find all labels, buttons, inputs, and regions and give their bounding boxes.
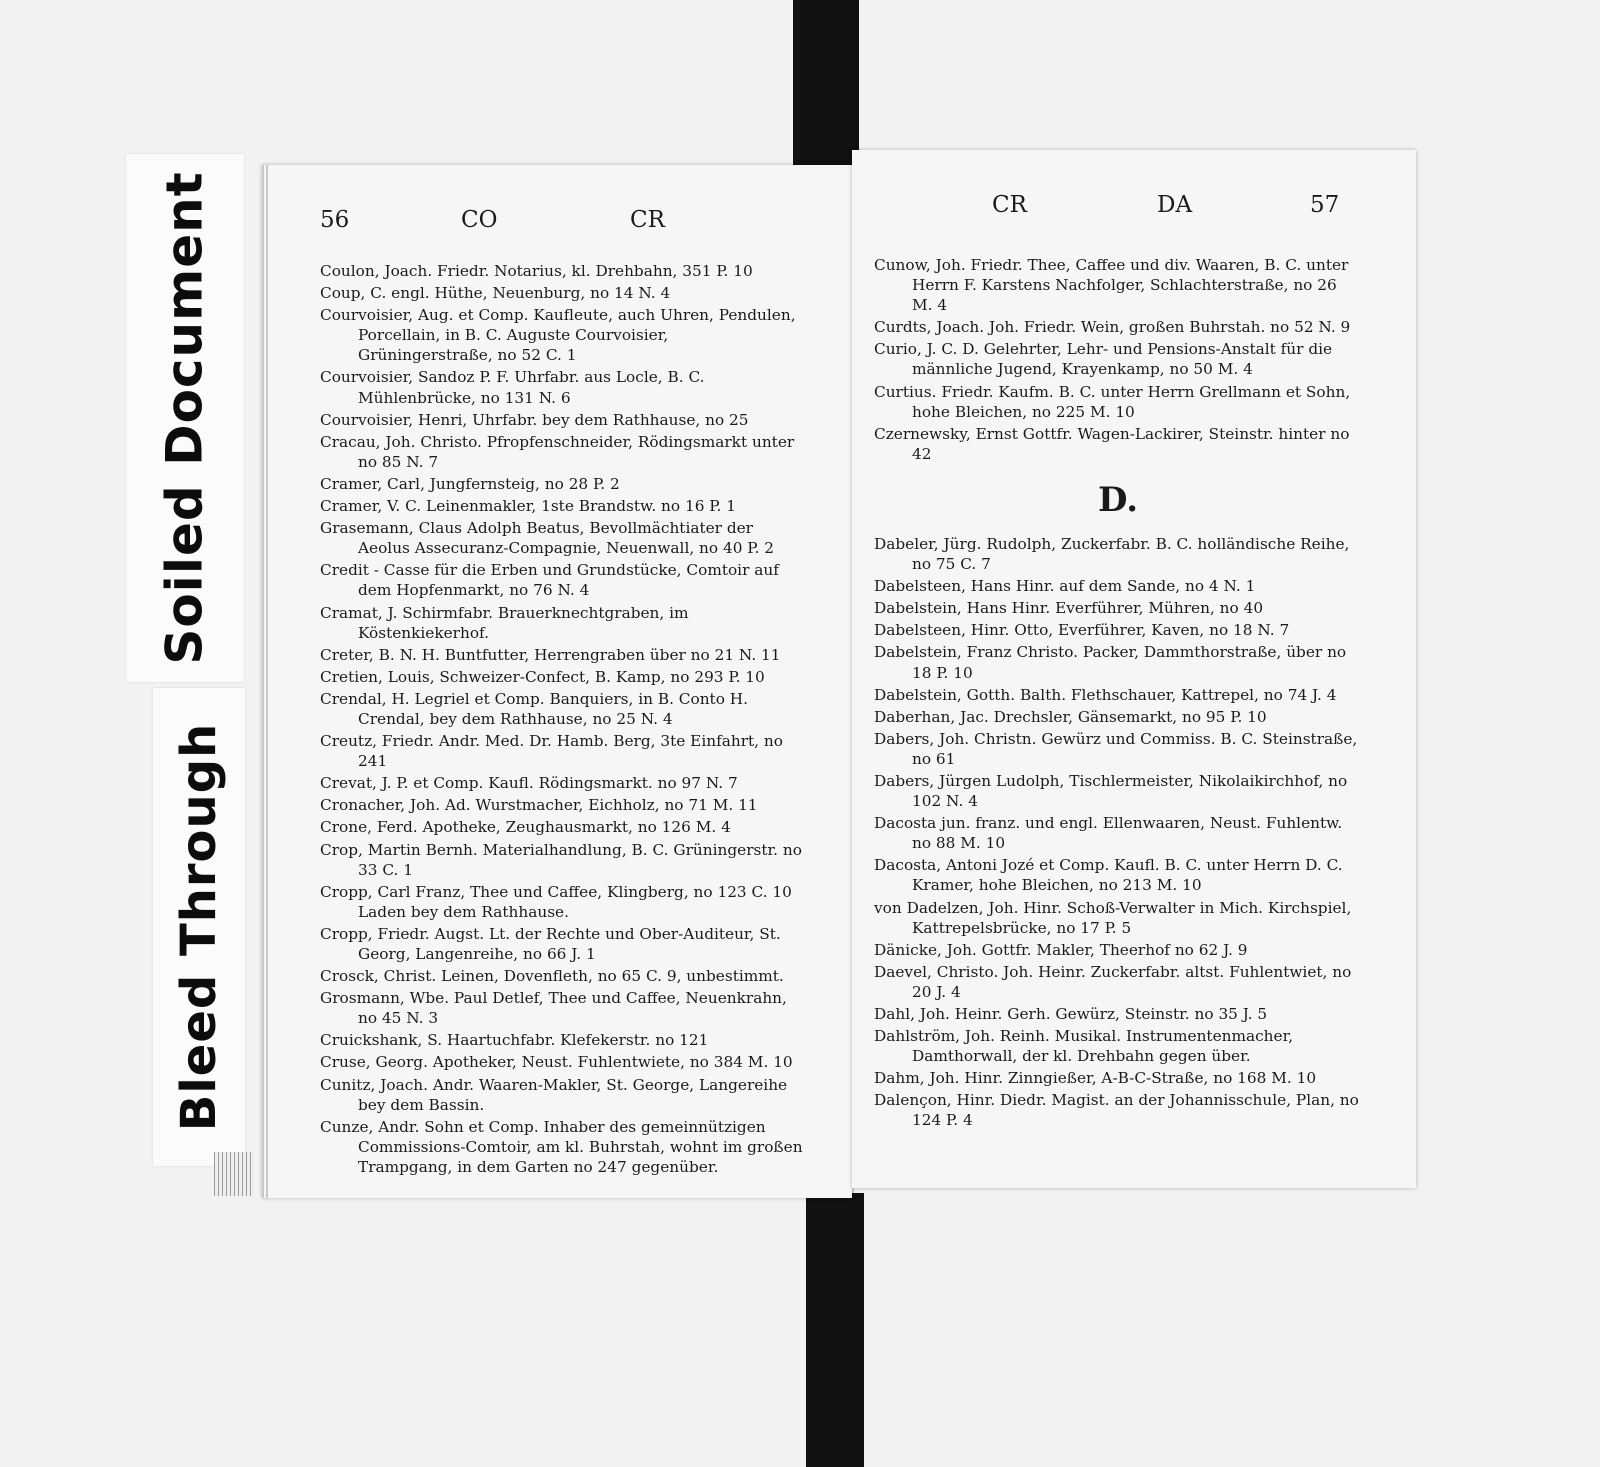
directory-entry: Dänicke, Joh. Gottfr. Makler, Theerhof no 62 J. 9 [874, 940, 1248, 959]
left-page [262, 165, 852, 1198]
running-head-b: CR [630, 207, 665, 233]
directory-entry: Crevat, J. P. et Comp. Kaufl. Rödingsmarkt. no 97 N. 7 [320, 774, 738, 793]
bleed-through-text: Bleed Through [171, 722, 228, 1132]
soiled-document-label [126, 154, 244, 682]
left-page-header [268, 207, 852, 247]
directory-entry: Dabers, Joh. Christn. Gewürz und Commiss. B. C. Steinstraße, no 61 [874, 729, 1358, 768]
directory-entry: Crone, Ferd. Apotheke, Zeughausmarkt, no 126 M. 4 [320, 818, 731, 837]
directory-entry: Grosmann, Wbe. Paul Detlef, Thee und Caffee, Neuenkrahn, no 45 N. 3 [320, 989, 787, 1028]
directory-entry: Dabelsteen, Hans Hinr. auf dem Sande, no 4 N. 1 [874, 577, 1256, 596]
running-head-a: CR [992, 192, 1027, 218]
running-head-b: DA [1157, 192, 1193, 218]
binding-strip-bottom [806, 1193, 864, 1467]
directory-entry: Dabelstein, Gotth. Balth. Flethschauer, Kattrepel, no 74 J. 4 [874, 685, 1337, 704]
bleed-through-label [153, 688, 245, 1166]
directory-entry: Cramat, J. Schirmfabr. Brauerknechtgraben, im Köstenkiekerhof. [320, 603, 689, 642]
directory-entry: von Dadelzen, Joh. Hinr. Schoß-Verwalter in Mich. Kirchspiel, Kattrepelsbrücke, no 17 P. 5 [874, 898, 1352, 937]
directory-entry: Creter, B. N. H. Buntfutter, Herrengraben über no 21 N. 11 [320, 645, 781, 664]
directory-entry: Dabelsteen, Hinr. Otto, Everführer, Kaven, no 18 N. 7 [874, 621, 1290, 640]
directory-entry: Curio, J. C. D. Gelehrter, Lehr- und Pensions-Anstalt für die männliche Jugend, Krayenkamp, no 50 M. 4 [874, 340, 1333, 379]
directory-entry: Dacosta jun. franz. und engl. Ellenwaaren, Neust. Fuhlentw. no 88 M. 10 [874, 814, 1343, 853]
right-page-header [852, 192, 1416, 232]
directory-entry: Dabers, Jürgen Ludolph, Tischlermeister, Nikolaikirchhof, no 102 N. 4 [874, 771, 1348, 811]
directory-entry: Dabeler, Jürg. Rudolph, Zuckerfabr. B. C. holländische Reihe, no 75 C. 7 [874, 534, 1350, 574]
directory-entry: Dahlström, Joh. Reinh. Musikal. Instrumentenmacher, Damthorwall, der kl. Drehbahn gegen über. [874, 1027, 1294, 1066]
directory-entry: Czernewsky, Ernst Gottfr. Wagen-Lackirer, Steinstr. hinter no 42 [874, 424, 1350, 463]
directory-entry: Cruse, Georg. Apotheker, Neust. Fuhlentwiete, no 384 M. 10 [320, 1053, 793, 1072]
directory-entry: Cramer, Carl, Jungfernsteig, no 28 P. 2 [320, 474, 620, 493]
directory-entry: Cropp, Friedr. Augst. Lt. der Rechte und Ober-Auditeur, St. Georg, Langenreihe, no 66 J. 1 [320, 924, 781, 963]
section-letter-d: D. [1097, 479, 1139, 520]
directory-entry: Dalençon, Hinr. Diedr. Magist. an der Johannisschule, Plan, no 124 P. 4 [874, 1091, 1359, 1130]
directory-entry: Cunow, Joh. Friedr. Thee, Caffee und div. Waaren, B. C. unter Herrn F. Karstens Nachfolger, Schlachterstraße, no 26 M. 4 [874, 256, 1349, 315]
directory-entry: Courvoisier, Sandoz P. F. Uhrfabr. aus Locle, B. C. Mühlenbrücke, no 131 N. 6 [320, 368, 705, 407]
directory-entry: Cracau, Joh. Christo. Pfropfenschneider, Rödingsmarkt unter no 85 N. 7 [320, 432, 795, 471]
directory-entry: Dacosta, Antoni Jozé et Comp. Kaufl. B. C. unter Herrn D. C. Kramer, hohe Bleichen, no 213 M. 10 [874, 856, 1343, 895]
directory-entry: Cropp, Carl Franz, Thee und Caffee, Klingberg, no 123 C. 10 Laden bey dem Rathhause. [320, 882, 792, 921]
directory-entry: Coulon, Joach. Friedr. Notarius, kl. Drehbahn, 351 P. 10 [320, 262, 753, 280]
directory-entry: Grasemann, Claus Adolph Beatus, Bevollmächtiater der Aeolus Assecuranz-Compagnie, Neuenwall, no 40 P. 2 [320, 519, 774, 558]
page-stack-edge [214, 1152, 254, 1196]
directory-entry: Curdts, Joach. Joh. Friedr. Wein, großen Buhrstah. no 52 N. 9 [874, 318, 1351, 337]
c-entries-group [874, 255, 1362, 464]
directory-entry: Courvoisier, Aug. et Comp. Kaufleute, auch Uhren, Pendulen, Porcellain, in B. C. Auguste Courvoisier, Grüningerstraße, no 52 C. 1 [320, 306, 796, 365]
directory-entry: Cronacher, Joh. Ad. Wurstmacher, Eichholz, no 71 M. 11 [320, 796, 758, 815]
directory-entry: Crop, Martin Bernh. Materialhandlung, B. C. Grüningerstr. no 33 C. 1 [320, 840, 802, 879]
directory-entry: Cretien, Louis, Schweizer-Confect, B. Kamp, no 293 P. 10 [320, 667, 765, 686]
directory-entry: Cunitz, Joach. Andr. Waaren-Makler, St. George, Langereihe bey dem Bassin. [320, 1075, 788, 1114]
soiled-document-text: Soiled Document [156, 171, 215, 665]
directory-entry: Daevel, Christo. Joh. Heinr. Zuckerfabr. altst. Fuhlentwiet, no 20 J. 4 [874, 962, 1352, 1001]
right-page [852, 150, 1416, 1188]
directory-entry: Dabelstein, Franz Christo. Packer, Dammthorstraße, über no 18 P. 10 [874, 643, 1347, 682]
directory-entry: Courvoisier, Henri, Uhrfabr. bey dem Rathhause, no 25 [320, 410, 749, 429]
directory-entry: Coup, C. engl. Hüthe, Neuenburg, no 14 N. 4 [320, 284, 671, 303]
directory-entry: Dahm, Joh. Hinr. Zinngießer, A-B-C-Straße, no 168 M. 10 [874, 1069, 1317, 1088]
directory-entry: Curtius. Friedr. Kaufm. B. C. unter Herrn Grellmann et Sohn, hohe Bleichen, no 225 M. 10 [874, 382, 1351, 421]
d-entries-group [874, 534, 1362, 1131]
directory-entry: Creutz, Friedr. Andr. Med. Dr. Hamb. Berg, 3te Einfahrt, no 241 [320, 732, 783, 771]
binding-strip-top [793, 0, 859, 168]
directory-entry: Crosck, Christ. Leinen, Dovenfleth, no 65 C. 9, unbestimmt. [320, 967, 784, 986]
running-head-a: CO [461, 207, 498, 233]
directory-entry: Dahl, Joh. Heinr. Gerh. Gewürz, Steinstr. no 35 J. 5 [874, 1005, 1268, 1023]
directory-entry: Cunze, Andr. Sohn et Comp. Inhaber des gemeinnützigen Commissions-Comtoir, am kl. Buhrstah, wohnt im großen Trampgang, in dem Garten no 247 gegenüber. [320, 1117, 803, 1176]
left-entries-list [320, 261, 806, 1179]
directory-entry: Cruickshank, S. Haartuchfabr. Klefekerstr. no 121 [320, 1031, 709, 1050]
directory-entry: Dabelstein, Hans Hinr. Everführer, Mühren, no 40 [874, 599, 1264, 618]
directory-entry: Credit - Casse für die Erben und Grundstücke, Comtoir auf dem Hopfenmarkt, no 76 N. 4 [320, 561, 779, 600]
directory-entry: Crendal, H. Legriel et Comp. Banquiers, in B. Conto H. Crendal, bey dem Rathhause, no 25 N. 4 [320, 689, 748, 728]
directory-entry: Daberhan, Jac. Drechsler, Gänsemarkt, no 95 P. 10 [874, 707, 1267, 726]
page-number: 57 [1310, 192, 1340, 218]
directory-entry: Cramer, V. C. Leinenmakler, 1ste Brandstw. no 16 P. 1 [320, 497, 736, 516]
right-entries-list [874, 255, 1362, 1133]
page-number: 56 [320, 207, 350, 233]
